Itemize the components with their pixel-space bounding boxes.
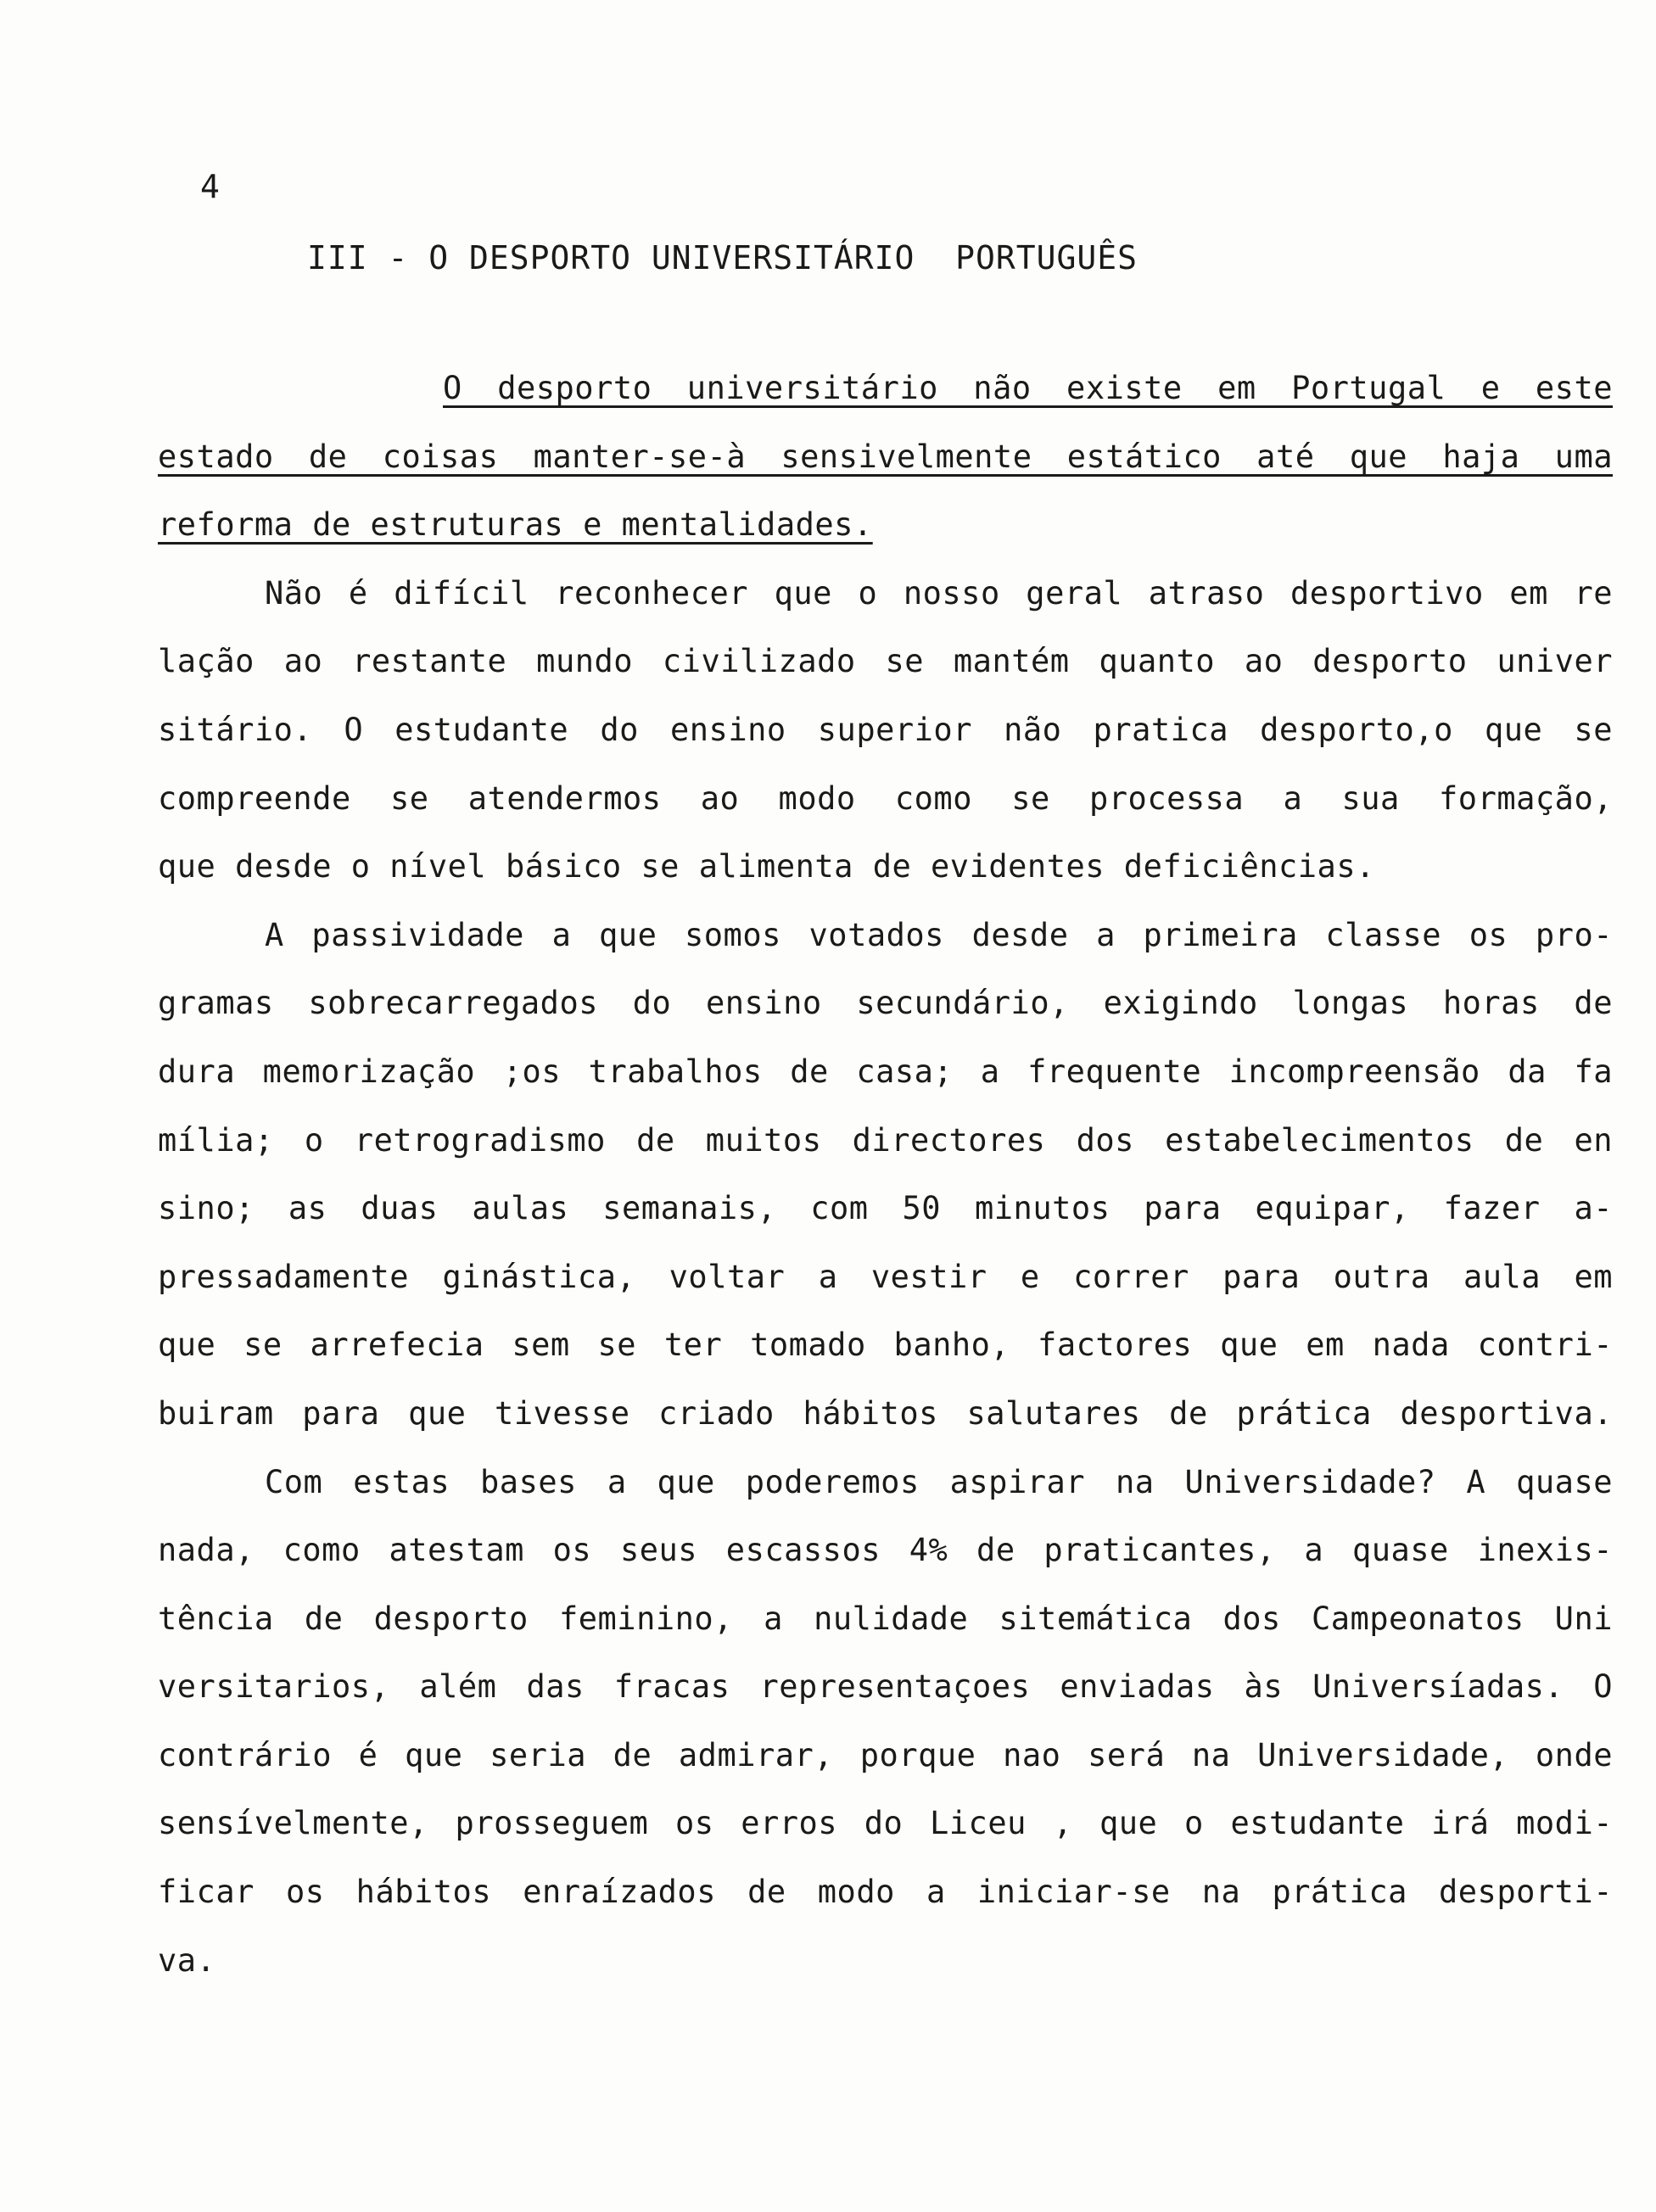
text-line: reforma de estruturas e mentalidades.	[158, 506, 873, 544]
text-line: gramas sobrecarregados do ensino secundário, exigindo longas horas de	[158, 985, 1613, 1022]
text-line: contrário é que seria de admirar, porque nao será na Universidade, onde	[158, 1736, 1613, 1774]
text-line: ficar os hábitos enraízados de modo a iniciar-se na prática desporti-	[158, 1874, 1613, 1911]
text-line: sitário. O estudante do ensino superior não pratica desporto,o que se	[158, 711, 1613, 748]
text-line: dura memorização ;os trabalhos de casa; a frequente incompreensão da fa	[158, 1053, 1613, 1090]
text-line: A passividade a que somos votados desde a primeira classe os pro-	[265, 916, 1613, 953]
text-line: Com estas bases a que poderemos aspirar na Universidade? A quase	[265, 1463, 1613, 1500]
text-line: lação ao restante mundo civilizado se mantém quanto ao desporto univer	[158, 643, 1613, 680]
page-number: 4	[200, 168, 220, 205]
text-line: nada, como atestam os seus escassos 4% de praticantes, a quase inexis-	[158, 1532, 1613, 1569]
text-line: va.	[158, 1941, 216, 1979]
text-line: O desporto universitário não existe em Portugal e este	[443, 370, 1613, 406]
text-line: Não é difícil reconhecer que o nosso geral atraso desportivo em re	[265, 574, 1613, 612]
text-line: buiram para que tivesse criado hábitos salutares de prática desportiva.	[158, 1394, 1613, 1432]
text-line: mília; o retrogradismo de muitos directores dos estabelecimentos de en	[158, 1121, 1613, 1159]
text-line: que se arrefecia sem se ter tomado banho, factores que em nada contri-	[158, 1327, 1613, 1364]
text-line: estado de coisas manter-se-à sensivelmente estático até que haja uma	[158, 438, 1613, 475]
text-line: versitarios, além das fracas representaçoes enviadas às Universíadas. O	[158, 1668, 1613, 1706]
text-line: que desde o nível básico se alimenta de evidentes deficiências.	[158, 848, 1375, 885]
text-line: sensívelmente, prosseguem os erros do Liceu , que o estudante irá modi-	[158, 1805, 1613, 1842]
text-line: tência de desporto feminino, a nulidade sitemática dos Campeonatos Uni	[158, 1600, 1613, 1637]
body-text	[158, 355, 1613, 1995]
text-line: pressadamente ginástica, voltar a vestir e correr para outra aula em	[158, 1258, 1613, 1295]
text-line: sino; as duas aulas semanais, com 50 minutos para equipar, fazer a-	[158, 1190, 1613, 1227]
text-line: compreende se atendermos ao modo como se processa a sua formação,	[158, 779, 1613, 817]
section-heading: III - O DESPORTO UNIVERSITÁRIO PORTUGUÊS	[307, 239, 1138, 276]
